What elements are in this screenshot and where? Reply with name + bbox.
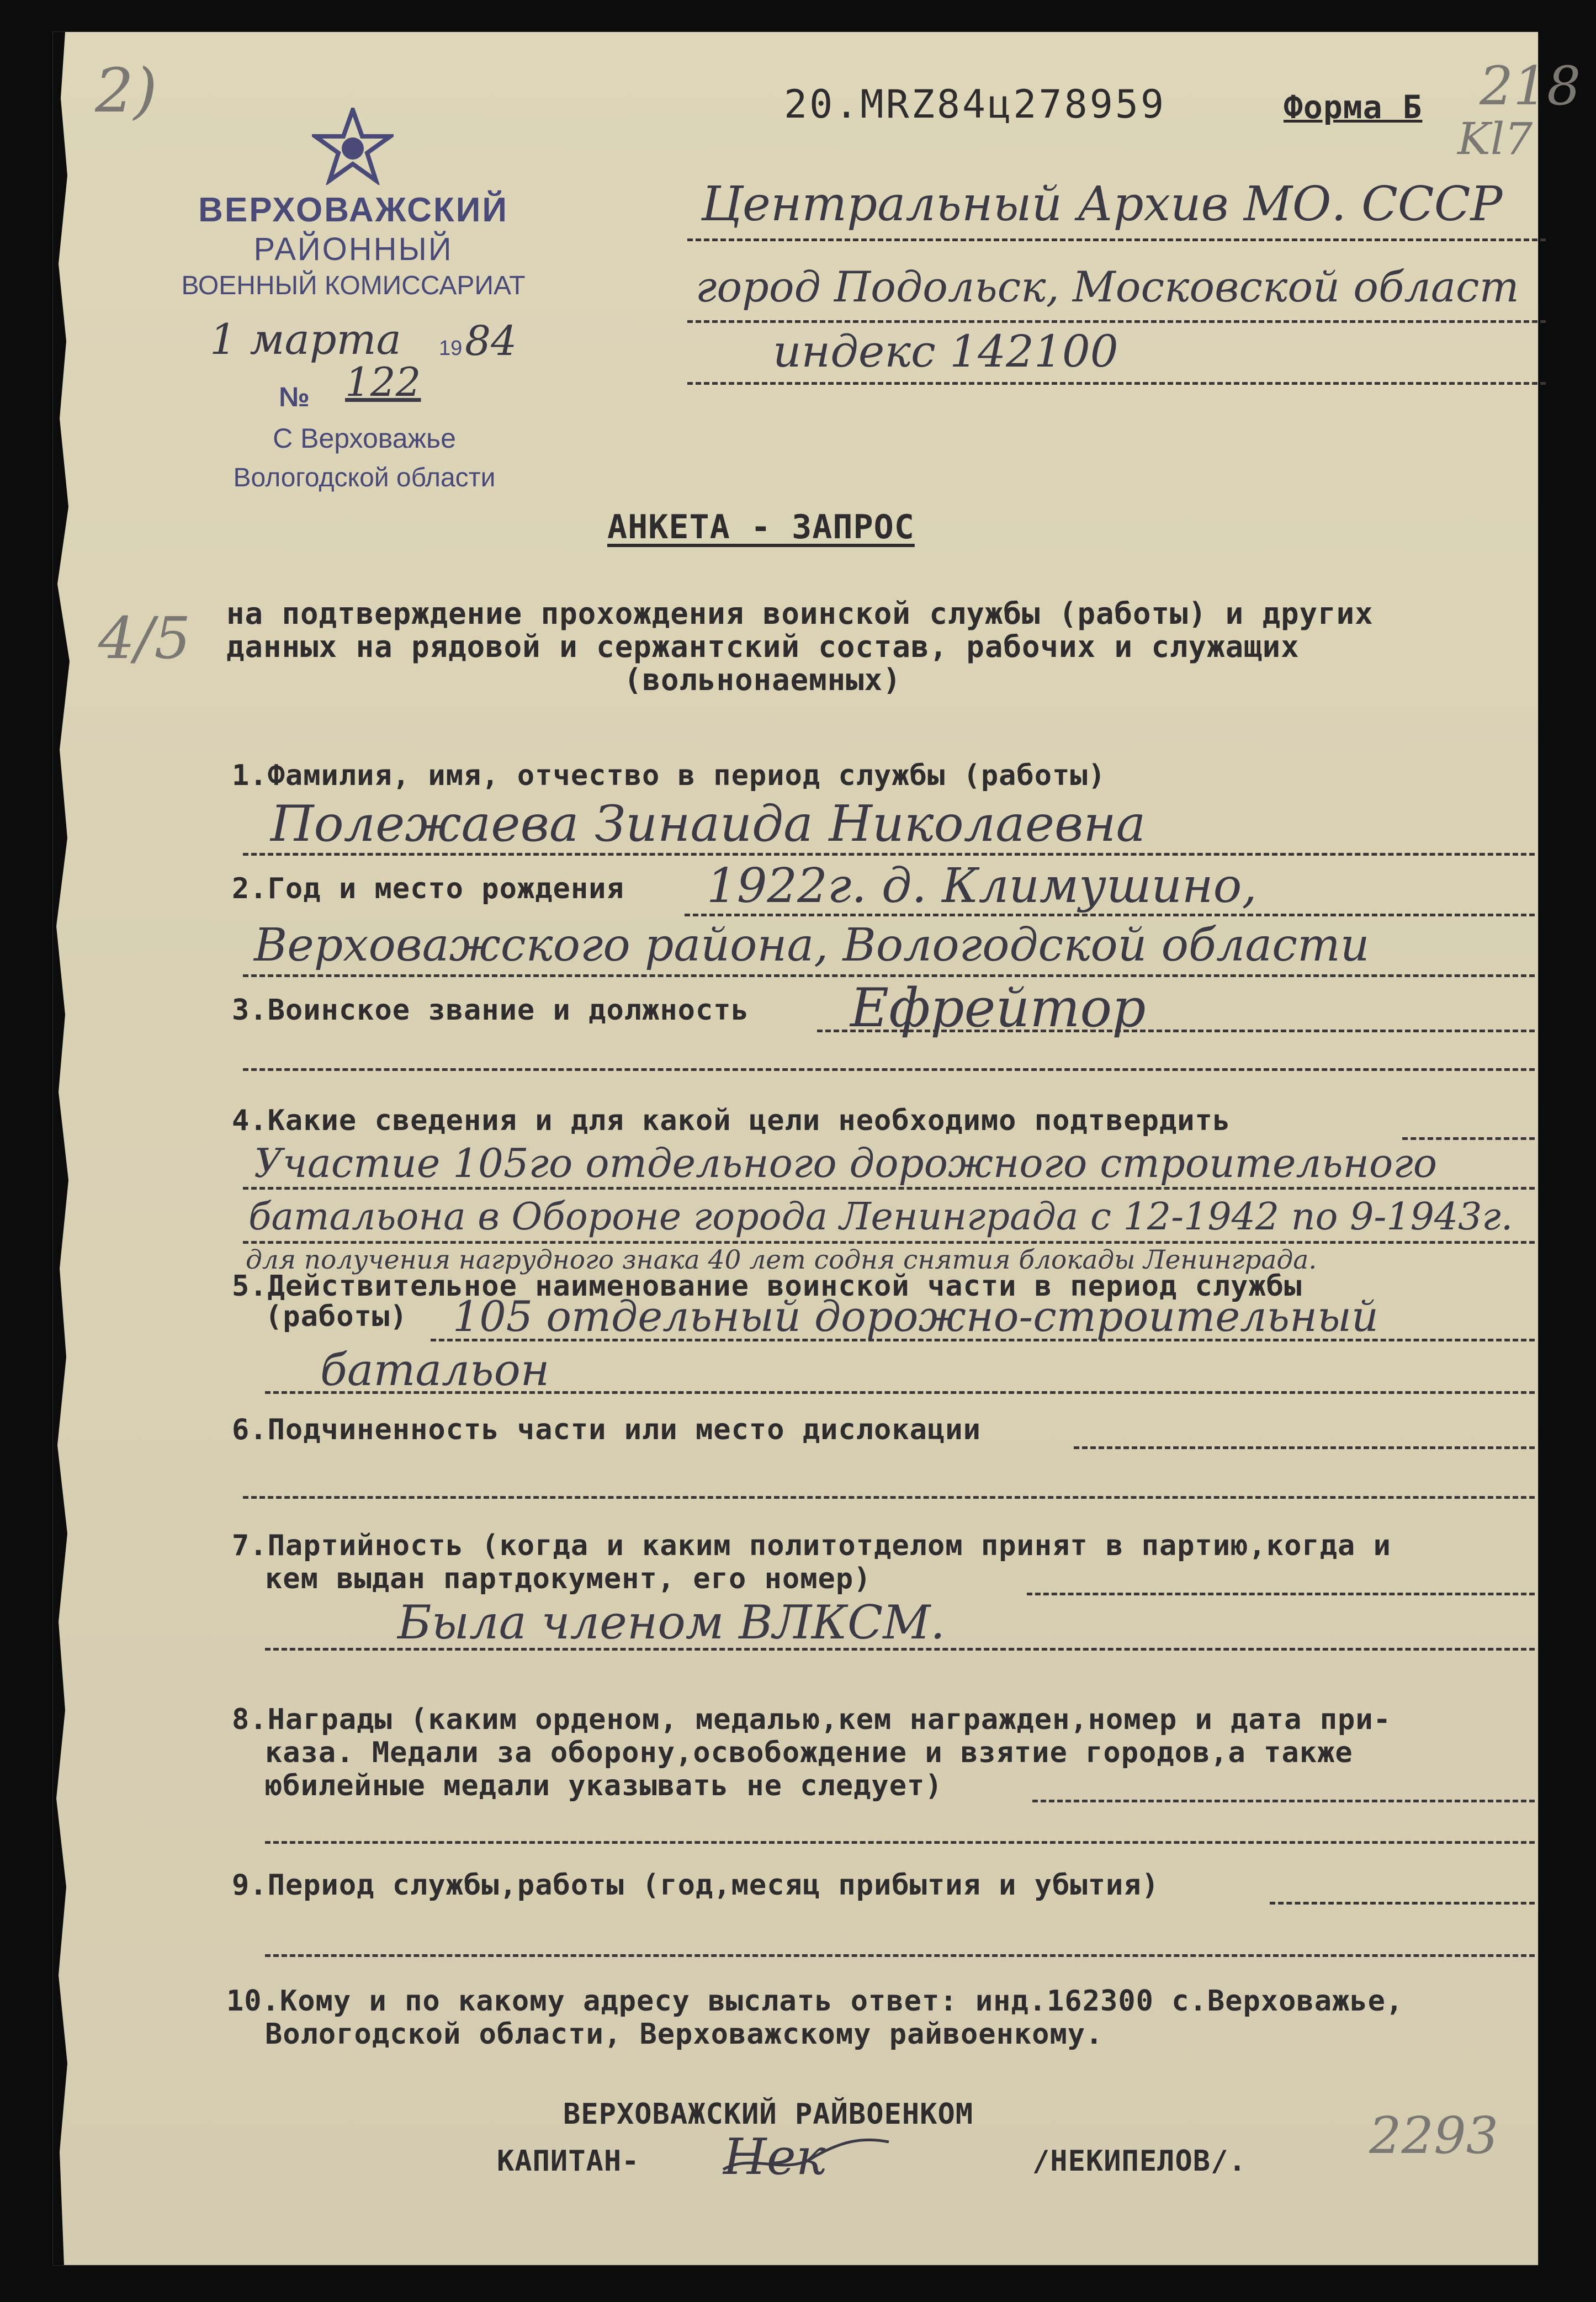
answer-1-rule bbox=[243, 853, 1535, 856]
addressee-line-2: город Подольск, Московской област bbox=[696, 262, 1519, 311]
question-5-line-2: (работы) bbox=[265, 1300, 408, 1333]
pencil-number-top-right: 218 bbox=[1480, 55, 1581, 117]
subtitle-line-2: данных на рядовой и сержантский состав, рабочих и служащих bbox=[226, 629, 1300, 664]
register-number: 20.MRZ84ц278959 bbox=[784, 82, 1166, 127]
item-8-extra-rule bbox=[265, 1841, 1535, 1844]
question-6: 6.Подчиненность части или место дислокации bbox=[232, 1413, 981, 1446]
answer-3: Ефрейтор bbox=[850, 977, 1146, 1039]
addressee-line-3: индекс 142100 bbox=[773, 326, 1118, 377]
pencil-mark-left-margin: 4/5 bbox=[98, 604, 191, 672]
signature-office: ВЕРХОВАЖСКИЙ РАЙВОЕНКОМ bbox=[563, 2098, 974, 2131]
addressee-line-1-rule bbox=[687, 238, 1546, 241]
signature-scribble: Нек bbox=[723, 2128, 826, 2186]
question-6-tail-rule bbox=[1074, 1446, 1535, 1449]
answer-4-line-1-rule bbox=[243, 1187, 1535, 1190]
addressee-line-1: Центральный Архив МО. СССР bbox=[701, 177, 1503, 232]
answer-4-line-3: для получения нагрудного знака 40 лет содня снятия блокады Ленинграда. bbox=[246, 1245, 1317, 1275]
question-10-line-2: Вологодской области, Верховажскому райвоенкому. bbox=[265, 2018, 1104, 2051]
question-7-line-2: кем выдан партдокумент, его номер) bbox=[265, 1562, 872, 1595]
stamp-date-handwritten: 1 марта bbox=[210, 315, 401, 364]
question-2: 2.Год и место рождения bbox=[232, 872, 624, 905]
addressee-line-3-rule bbox=[687, 382, 1546, 385]
answer-2-line-2: Верховажского района, Вологодской области bbox=[254, 919, 1370, 972]
stamp-line-1: ВЕРХОВАЖСКИЙ bbox=[198, 191, 508, 229]
question-9: 9.Период службы,работы (год,месяц прибытия и убытия) bbox=[232, 1869, 1159, 1902]
pencil-initials-top-right: Kl7 bbox=[1457, 113, 1533, 165]
question-8-line-1: 8.Награды (каким орденом, медалью,кем награжден,номер и дата при- bbox=[232, 1703, 1391, 1736]
answer-2-line-1-rule bbox=[685, 914, 1535, 916]
question-3: 3.Воинское звание и должность bbox=[232, 994, 749, 1027]
answer-1: Полежаева Зинаида Николаевна bbox=[271, 795, 1146, 853]
answer-7-rule bbox=[265, 1648, 1535, 1651]
subtitle-line-3: (вольнонаемных) bbox=[624, 662, 902, 697]
subtitle-line-1: на подтверждение прохождения воинской службы (работы) и других bbox=[226, 596, 1374, 631]
item-9-extra-rule bbox=[265, 1954, 1535, 1957]
answer-7: Была членом ВЛКСМ. bbox=[397, 1595, 945, 1649]
stamp-place-line-1: С Верховажье bbox=[273, 423, 456, 454]
addressee-line-2-rule bbox=[687, 320, 1546, 323]
item-6-extra-rule bbox=[243, 1496, 1535, 1499]
stamp-number-label: № bbox=[279, 381, 310, 412]
question-10-line-1: 10.Кому и по какому адресу выслать ответ: инд.162300 с.Верховажье, bbox=[226, 1985, 1404, 2018]
answer-5-line-1-rule bbox=[431, 1339, 1535, 1341]
signature-stroke bbox=[718, 2131, 894, 2181]
question-7-line-1: 7.Партийность (когда и каким политотделом принят в партию,когда и bbox=[232, 1529, 1391, 1562]
pencil-mark-top-left: 2) bbox=[95, 55, 157, 126]
question-1: 1.Фамилия, имя, отчество в период службы (работы) bbox=[232, 759, 1106, 792]
document-title: АНКЕТА - ЗАПРОС bbox=[607, 508, 915, 547]
stamp-line-3: ВОЕННЫЙ КОМИССАРИАТ bbox=[181, 271, 526, 300]
signature-rank: КАПИТАН- bbox=[497, 2145, 640, 2178]
answer-4-line-2: батальона в Обороне города Ленинграда с 12-1942 по 9-1943г. bbox=[248, 1195, 1513, 1239]
answer-5-line-2-rule bbox=[265, 1391, 1535, 1394]
stamp-year-prefix: 19 bbox=[439, 337, 463, 360]
answer-3-rule bbox=[817, 1030, 1535, 1032]
answer-2-line-1: 1922г. д. Климушино, bbox=[707, 858, 1257, 914]
red-star-icon bbox=[312, 108, 394, 185]
question-4: 4.Какие сведения и для какой цели необходимо подтвердить bbox=[232, 1104, 1231, 1137]
answer-5-line-2: батальон bbox=[320, 1344, 550, 1396]
stamp-year-handwritten: 84 bbox=[465, 317, 517, 365]
question-5-line-1: 5.Действительное наименование воинской части в период службы bbox=[232, 1270, 1302, 1303]
question-8-line-3: юбилейные медали указывать не следует) bbox=[265, 1769, 943, 1802]
item-3-extra-rule bbox=[243, 1068, 1535, 1071]
stamp-place-line-2: Вологодской области bbox=[233, 463, 496, 492]
form-label: Форма Б bbox=[1284, 88, 1423, 126]
question-9-tail-rule bbox=[1270, 1902, 1535, 1905]
answer-4-line-2-rule bbox=[243, 1241, 1535, 1244]
stamp-line-2: РАЙОННЫЙ bbox=[253, 231, 453, 267]
question-8-line-2: каза. Медали за оборону,освобождение и взятие городов,а также bbox=[265, 1736, 1353, 1769]
question-7-tail-rule bbox=[1027, 1593, 1535, 1595]
stamp-number-handwritten: 122 bbox=[345, 359, 421, 405]
torn-edge bbox=[53, 32, 75, 2265]
answer-5-line-1: 105 отдельный дорожно-строительный bbox=[453, 1292, 1378, 1341]
question-8-tail-rule bbox=[1032, 1800, 1535, 1802]
signature-name: /НЕКИПЕЛОВ/. bbox=[1032, 2145, 1247, 2178]
pencil-number-bottom-right: 2293 bbox=[1369, 2106, 1499, 2165]
answer-4-line-1: Участие 105го отдельного дорожного строительного bbox=[254, 1140, 1438, 1186]
